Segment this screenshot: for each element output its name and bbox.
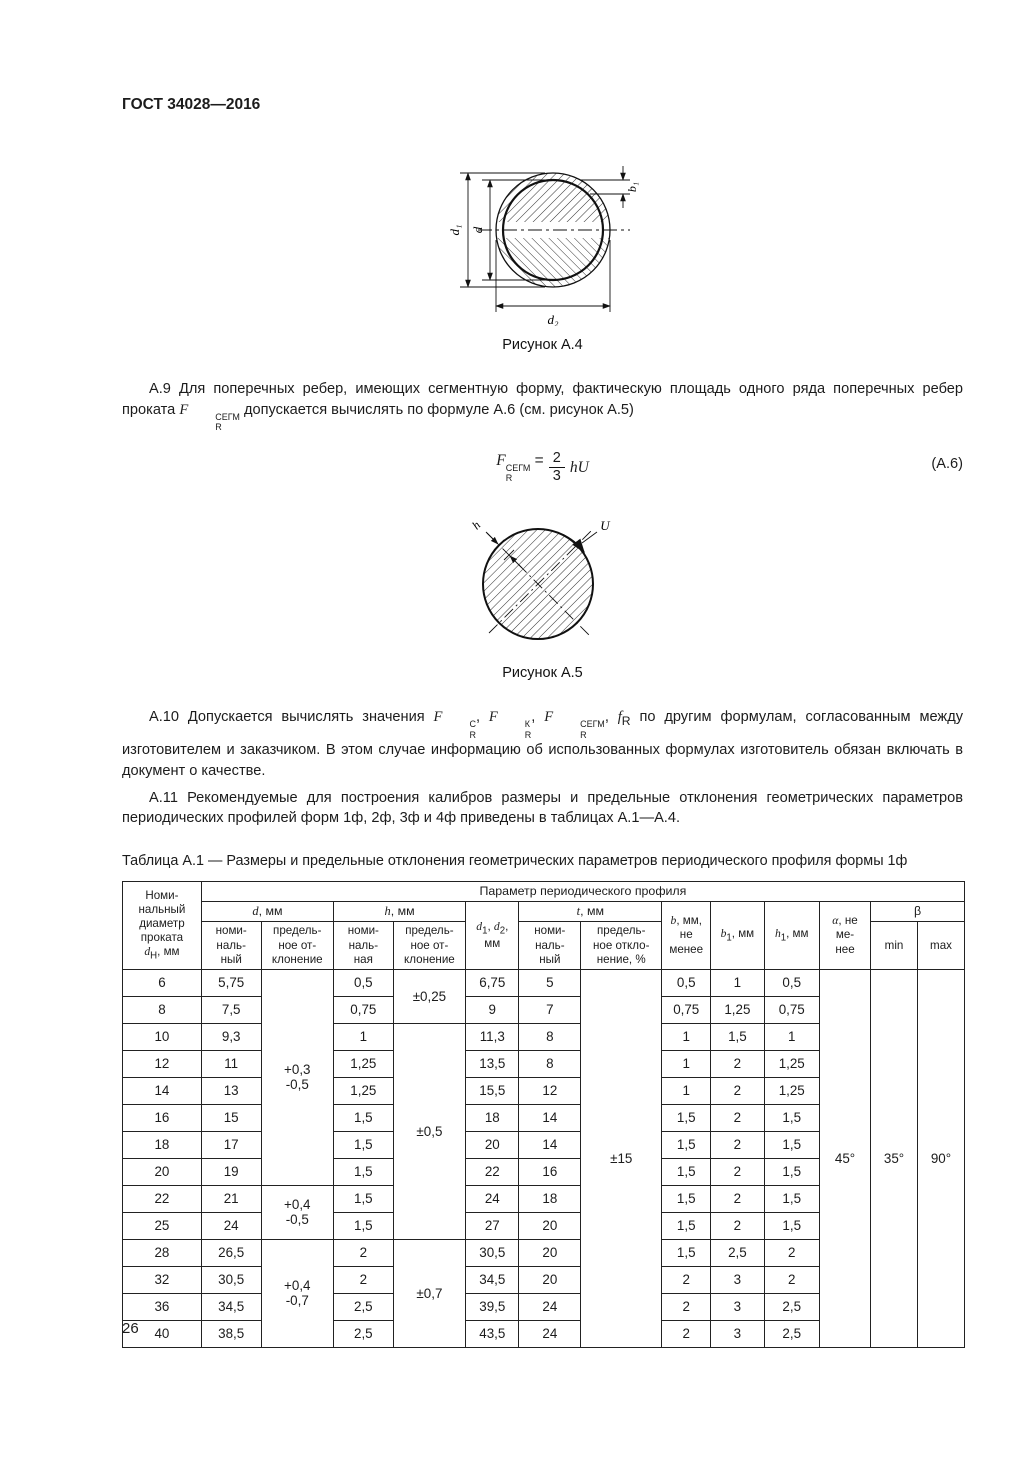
table-cell: 2	[711, 1104, 764, 1131]
figure-a5	[122, 506, 963, 681]
table-cell: 2,5	[334, 1320, 394, 1347]
document-header: ГОСТ 34028—2016	[122, 96, 261, 113]
col-header-beta-min: min	[871, 922, 918, 969]
table-cell: 1,5	[662, 1212, 711, 1239]
table-cell: 1,5	[764, 1185, 819, 1212]
table-cell: 28	[123, 1239, 202, 1266]
table-cell: 34,5	[201, 1293, 261, 1320]
table-cell: 1	[764, 1023, 819, 1050]
col-header-h-deviation: предель- ное от- клонение	[393, 922, 465, 969]
table-cell: 45°	[819, 969, 870, 1347]
table-cell: 12	[123, 1050, 202, 1077]
table-cell: 2	[711, 1185, 764, 1212]
table-cell: 2	[764, 1266, 819, 1293]
table-cell: 22	[466, 1158, 519, 1185]
table-cell: 18	[123, 1131, 202, 1158]
table-cell: 2,5	[764, 1293, 819, 1320]
table-cell: ±0,7	[393, 1239, 465, 1347]
table-cell: 16	[519, 1158, 581, 1185]
table-cell: 19	[201, 1158, 261, 1185]
table-cell: 1,25	[334, 1050, 394, 1077]
table-cell: 2	[334, 1239, 394, 1266]
table-cell: 26,5	[201, 1239, 261, 1266]
page-number: 26	[122, 1320, 139, 1337]
table-cell: 20	[466, 1131, 519, 1158]
table-cell: 34,5	[466, 1266, 519, 1293]
table-cell: 1,25	[334, 1077, 394, 1104]
table-cell: 2	[711, 1050, 764, 1077]
table-cell: 43,5	[466, 1320, 519, 1347]
figure-a4-caption: Рисунок А.4	[502, 337, 583, 353]
formula-rhs: hU	[569, 458, 589, 476]
table-cell: 18	[466, 1104, 519, 1131]
table-cell: 1,5	[334, 1104, 394, 1131]
table-cell: 32	[123, 1266, 202, 1293]
table-cell: 0,75	[334, 996, 394, 1023]
figure-a4	[122, 150, 963, 353]
figure-a5-drawing	[433, 506, 653, 654]
table-cell: ±15	[581, 969, 662, 1347]
table-cell: 2	[711, 1158, 764, 1185]
table-cell: 25	[123, 1212, 202, 1239]
table-cell: 24	[519, 1293, 581, 1320]
table-cell: 1,25	[711, 996, 764, 1023]
table-cell: +0,4 -0,5	[261, 1185, 333, 1239]
table-cell: 35°	[871, 969, 918, 1347]
col-header-beta-max: max	[917, 922, 964, 969]
table-cell: 1,25	[764, 1077, 819, 1104]
table-cell: 1	[334, 1023, 394, 1050]
col-header-h-group: h, мм	[334, 902, 466, 922]
table-cell: 24	[466, 1185, 519, 1212]
table-cell: 27	[466, 1212, 519, 1239]
dim-label-u: U	[599, 518, 610, 534]
fraction	[549, 450, 565, 484]
col-header-t-deviation: предель- ное откло- нение, %	[581, 922, 662, 969]
table-cell: 0,5	[334, 969, 394, 996]
table-cell: 1	[662, 1023, 711, 1050]
table-cell: 11,3	[466, 1023, 519, 1050]
col-header-b1: $b_1$, мм	[711, 902, 764, 970]
table-cell: 2	[334, 1266, 394, 1293]
col-header-alpha: α, не ме- нее	[819, 902, 870, 970]
table-cell: 20	[123, 1158, 202, 1185]
table-cell: 2	[662, 1266, 711, 1293]
table-cell: 1,5	[711, 1023, 764, 1050]
paragraph-a10: А.10 Допускается вычислять значения F С R , F К R , F СЕГМ R , $f_R$ по другим формулам, согласованным между изготовителем и заказчиком. В этом случае информацию об использованных формулах изготовитель обязан включать в документ о качестве.	[122, 709, 964, 779]
table-cell: 1,5	[334, 1158, 394, 1185]
table-cell: ±0,25	[393, 969, 465, 1023]
table-cell: ±0,5	[393, 1023, 465, 1239]
table-cell: 14	[123, 1077, 202, 1104]
table-cell: 2	[711, 1131, 764, 1158]
dim-label-d2: d₂	[546, 312, 559, 326]
table-cell: 1,5	[662, 1158, 711, 1185]
formula-expression	[496, 450, 589, 484]
table-a1	[122, 881, 965, 1348]
table-cell: 0,75	[662, 996, 711, 1023]
table-cell: 90°	[917, 969, 964, 1347]
table-cell: 1,5	[334, 1212, 394, 1239]
table-cell: 5,75	[201, 969, 261, 996]
table-cell: 8	[519, 1023, 581, 1050]
table-cell: 2,5	[711, 1239, 764, 1266]
col-header-d-deviation: предель- ное от- клонение	[261, 922, 333, 969]
table-cell: +0,3 -0,5	[261, 969, 333, 1185]
table-cell: 1,5	[764, 1158, 819, 1185]
paragraph-a11: А.11 Рекомендуемые для построения калибров размеры и предельные отклонения геометрических параметров периодических профилей форм 1ф, 2ф, 3ф и 4ф приведены в таблицах А.1—А.4.	[122, 789, 963, 827]
col-header-h1: $h_1$, мм	[764, 902, 819, 970]
table-cell: 22	[123, 1185, 202, 1212]
table-cell: 20	[519, 1212, 581, 1239]
table-cell: 1,5	[334, 1131, 394, 1158]
table-cell: 3	[711, 1293, 764, 1320]
table-cell: 11	[201, 1050, 261, 1077]
table-cell: 8	[519, 1050, 581, 1077]
fraction-denominator: 3	[552, 468, 561, 485]
col-header-nominal-diameter: Номи- нальный диаметр проката $d_Н$, мм	[123, 882, 202, 970]
table-cell: 1,25	[764, 1050, 819, 1077]
table-cell: 40	[123, 1320, 202, 1347]
table-cell: 2,5	[764, 1320, 819, 1347]
table-cell: 1,5	[764, 1131, 819, 1158]
table-cell: 6,75	[466, 969, 519, 996]
col-header-h-nominal: номи- наль- ная	[334, 922, 394, 969]
col-header-beta: β	[871, 902, 965, 922]
table-a1-body	[123, 969, 965, 1347]
table-cell: 2	[662, 1293, 711, 1320]
table-cell: 5	[519, 969, 581, 996]
paragraph-a9: А.9 Для поперечных ребер, имеющих сегментную форму, фактическую площадь одного ряда поперечных ребер проката F СЕГМ R допускается вычислять по формуле А.6 (см. рисунок А.5)	[122, 381, 963, 433]
table-cell: 2	[711, 1077, 764, 1104]
table-a1-caption: Таблица А.1 — Размеры и предельные отклонения геометрических параметров периодического профиля формы 1ф	[122, 852, 908, 869]
table-cell: 39,5	[466, 1293, 519, 1320]
table-cell: 3	[711, 1266, 764, 1293]
table-cell: 30,5	[201, 1266, 261, 1293]
figure-a5-caption: Рисунок А.5	[502, 665, 583, 682]
col-header-d-nominal: номи- наль- ный	[201, 922, 261, 969]
table-cell: 13	[201, 1077, 261, 1104]
table-cell: 16	[123, 1104, 202, 1131]
table-cell: 8	[123, 996, 202, 1023]
formula-lhs: F СЕГМ R =	[496, 451, 544, 484]
fraction-numerator: 2	[549, 450, 565, 468]
table-cell: 1,5	[662, 1104, 711, 1131]
table-cell: 2	[711, 1212, 764, 1239]
table-cell: 12	[519, 1077, 581, 1104]
table-cell: 1,5	[764, 1212, 819, 1239]
table-cell: 36	[123, 1293, 202, 1320]
table-cell: 1	[662, 1050, 711, 1077]
table-cell: 18	[519, 1185, 581, 1212]
col-header-t-nominal: номи- наль- ный	[519, 922, 581, 969]
formula-a6	[122, 448, 963, 488]
table-cell: 1,5	[662, 1185, 711, 1212]
table-cell: 1,5	[334, 1185, 394, 1212]
table-cell: 1,5	[662, 1239, 711, 1266]
col-header-b: b, мм, не менее	[662, 902, 711, 970]
dim-label-h: h	[468, 518, 483, 533]
col-header-t-group: t, мм	[519, 902, 662, 922]
col-header-d1-d2: $d_1$, $d_2$, мм	[466, 902, 519, 970]
table-cell: 14	[519, 1131, 581, 1158]
table-cell: 24	[519, 1320, 581, 1347]
table-cell: 0,75	[764, 996, 819, 1023]
table-cell: 9,3	[201, 1023, 261, 1050]
table-cell: +0,4 -0,7	[261, 1239, 333, 1347]
table-cell: 20	[519, 1239, 581, 1266]
table-cell: 1,5	[764, 1104, 819, 1131]
table-cell: 15,5	[466, 1077, 519, 1104]
table-cell: 24	[201, 1212, 261, 1239]
table-cell: 10	[123, 1023, 202, 1050]
table-cell: 17	[201, 1131, 261, 1158]
table-cell: 14	[519, 1104, 581, 1131]
table-cell: 38,5	[201, 1320, 261, 1347]
table-cell: 21	[201, 1185, 261, 1212]
table-cell: 30,5	[466, 1239, 519, 1266]
dim-label-d: d	[469, 226, 485, 234]
table-cell: 1	[662, 1077, 711, 1104]
table-cell: 7	[519, 996, 581, 1023]
col-header-d-group: d, мм	[201, 902, 333, 922]
table-cell: 0,5	[662, 969, 711, 996]
table-cell: 1	[711, 969, 764, 996]
table-cell: 2,5	[334, 1293, 394, 1320]
table-cell: 20	[519, 1266, 581, 1293]
dim-label-d1: d₁	[446, 224, 462, 236]
table-row	[123, 969, 965, 996]
table-cell: 6	[123, 969, 202, 996]
table-cell: 15	[201, 1104, 261, 1131]
table-cell: 2	[764, 1239, 819, 1266]
table-cell: 1,5	[662, 1131, 711, 1158]
table-cell: 13,5	[466, 1050, 519, 1077]
table-cell: 3	[711, 1320, 764, 1347]
dim-label-b1: b₁	[624, 181, 639, 193]
formula-number: (А.6)	[931, 456, 963, 473]
table-cell: 0,5	[764, 969, 819, 996]
table-cell: 9	[466, 996, 519, 1023]
col-header-param-group: Параметр периодического профиля	[201, 882, 964, 902]
table-cell: 2	[662, 1320, 711, 1347]
table-cell: 7,5	[201, 996, 261, 1023]
figure-a4-drawing	[418, 150, 668, 326]
